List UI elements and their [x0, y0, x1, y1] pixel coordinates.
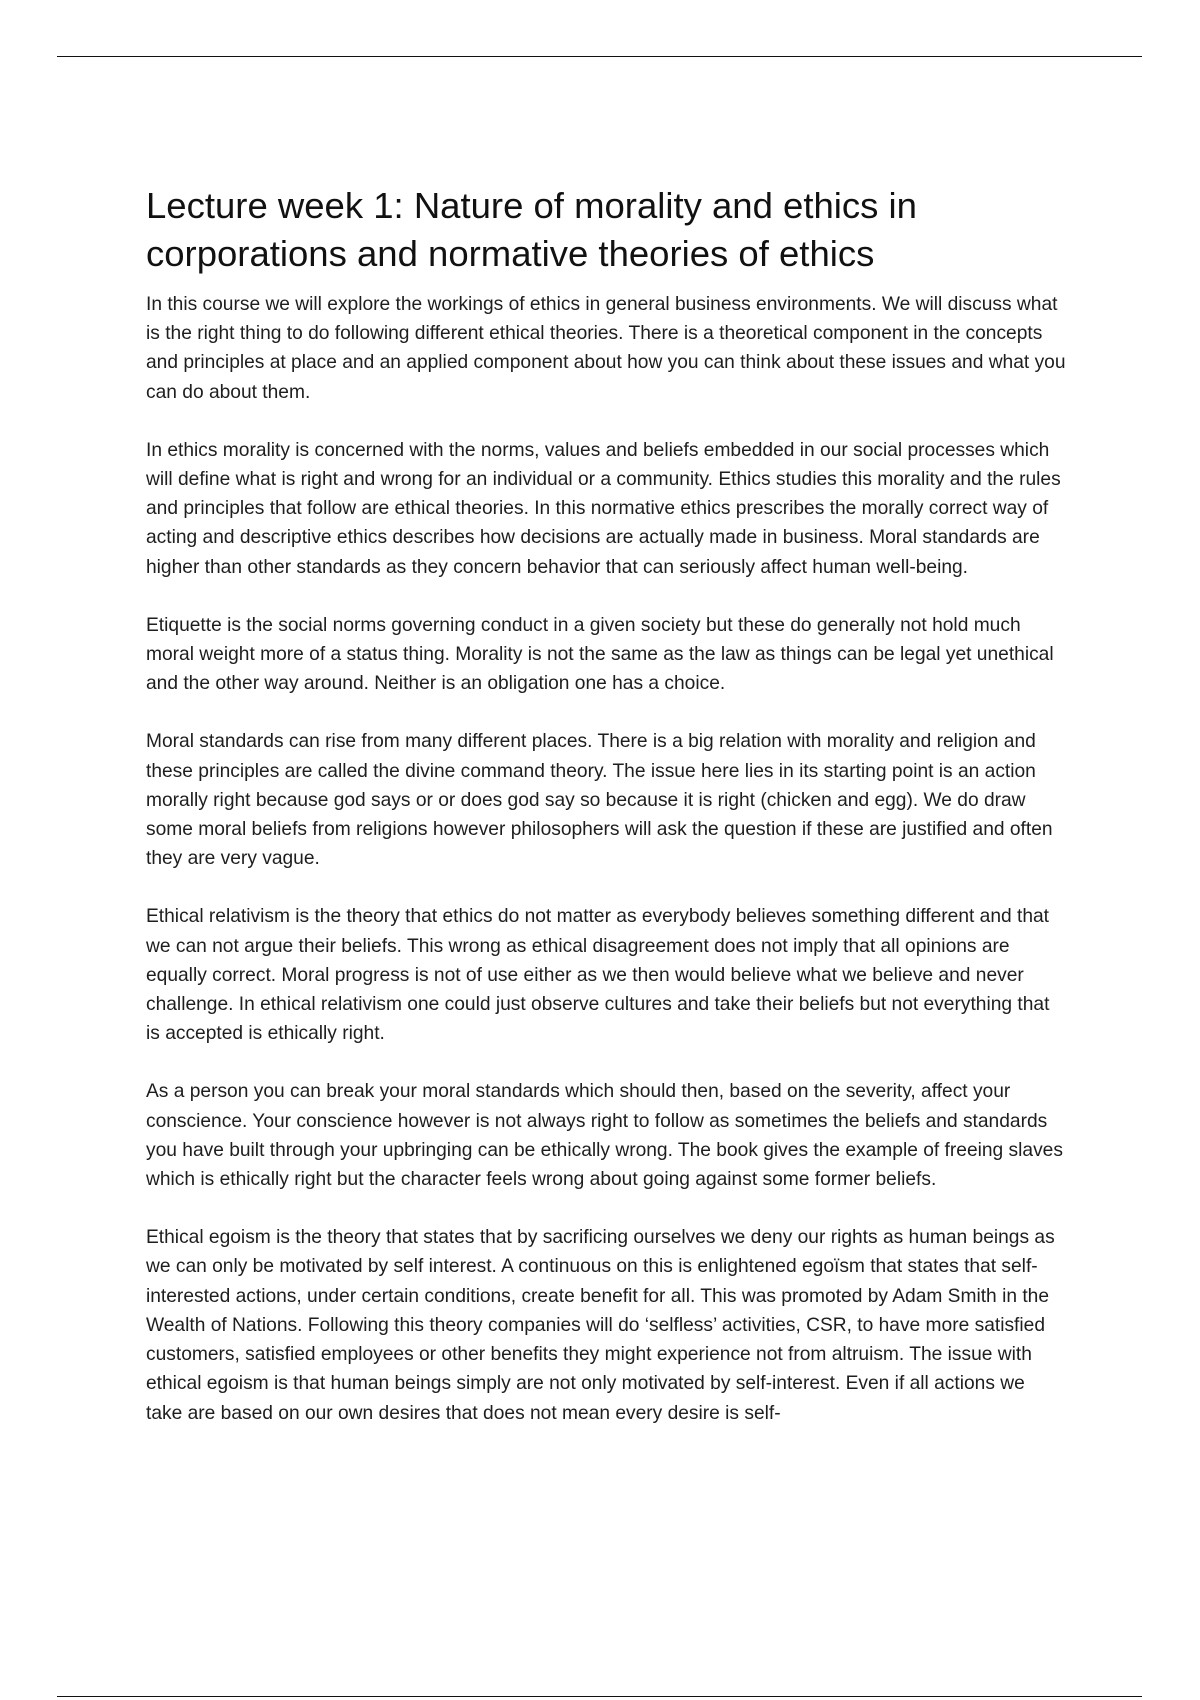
- paragraph-ethical-egoism: Ethical egoism is the theory that states that by sacrificing ourselves we deny our rights as human beings as we can only be motivated by self interest. A continuous on this is enlightened egoïsm that states that self-interested actions, under certain conditions, create benefit for all. This was promoted by Adam Smith in the Wealth of Nations. Following this theory companies will do ‘selfless’ activities, CSR, to have more satisfied customers, satisfied employees or other benefits they might experience not from altruism. The issue with ethical egoism is that human beings simply are not only motivated by self-interest. Even if all actions we take are based on our own desires that does not mean every desire is self-: [146, 1227, 1055, 1424]
- paragraph-morality: In ethics morality is concerned with the norms, values and beliefs embedded in our social processes which will define what is right and wrong for an individual or a community. Ethics studies this morality and the rules and principles that follow are ethical theories. In this normative ethics prescribes the morally correct way of acting and descriptive ethics describes how decisions are actually made in business. Moral standards are higher than other standards as they concern behavior that can seriously affect human well-being.: [146, 439, 1061, 578]
- page-title: Lecture week 1: Nature of morality and ethics in corporations and normative theories of ethics: [146, 185, 917, 274]
- paragraph-etiquette: Etiquette is the social norms governing conduct in a given society but these do generally not hold much moral weight more of a status thing. Morality is not the same as the law as things can be legal yet unethical and the other way around. Neither is an obligation one has a choice.: [146, 614, 1054, 695]
- document-body: [146, 182, 1066, 1457]
- paragraph-ethical-relativism: Ethical relativism is the theory that ethics do not matter as everybody believes something different and that we can not argue their beliefs. This wrong as ethical disagreement does not imply that all opinions are equally correct. Moral progress is not of use either as we then would believe what we believe and never challenge. In ethical relativism one could just observe cultures and take their beliefs but not everything that is accepted is ethically right.: [146, 906, 1050, 1045]
- header-divider: [57, 56, 1142, 57]
- paragraph-intro: In this course we will explore the workings of ethics in general business environments. We will discuss what is the right thing to do following different ethical theories. There is a theoretical component in the concepts and principles at place and an applied component about how you can think about these issues and what you can do about them.: [146, 294, 1066, 403]
- paragraph-conscience: As a person you can break your moral standards which should then, based on the severity, affect your conscience. Your conscience however is not always right to follow as sometimes the beliefs and standards you have built through your upbringing can be ethically wrong. The book gives the example of freeing slaves which is ethically right but the character feels wrong about going against some former beliefs.: [146, 1081, 1063, 1191]
- footer-divider: [57, 1696, 1142, 1697]
- paragraph-divine-command: Moral standards can rise from many different places. There is a big relation with morality and religion and these principles are called the divine command theory. The issue here lies in its starting point is an action morally right because god says or or does god say so because it is right (chicken and egg). We do draw some moral beliefs from religions however philosophers will ask the question if these are justified and often they are very vague.: [146, 731, 1053, 870]
